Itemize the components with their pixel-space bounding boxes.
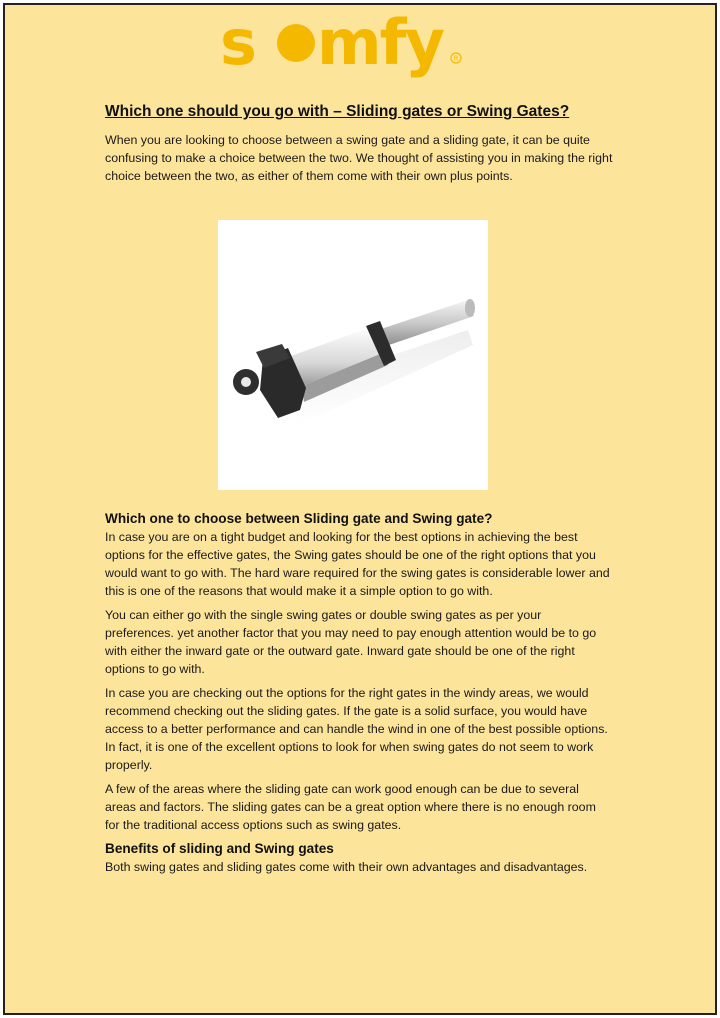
paragraph: You can either go with the single swing gates or double swing gates as per your preferences. yet another factor that you may need to pay enough attention would be to go with either the inward gate or the outward gate. Inward gate should be one of the right options to go with. (105, 608, 597, 676)
logo-letter-s: s (220, 6, 257, 78)
paragraph: In case you are checking out the options for the right gates in the windy areas, we would recommend checking out the sliding gates. If the gate is a solid surface, you would have access to a better performance and can handle the wind in one of the best possible options. In fact, it is one of the excellent options to look for when swing gates do not seem to work properly. (105, 686, 608, 772)
benefits-heading: Benefits of sliding and Swing gates (105, 841, 334, 856)
logo-sun (277, 24, 315, 62)
section-heading: Which one to choose between Sliding gate and Swing gate? (105, 511, 493, 526)
benefits-paragraph: Both swing gates and sliding gates come with their own advantages and disadvantages. (105, 860, 588, 874)
main-section (105, 510, 613, 882)
registered-mark-letter: R (453, 54, 459, 63)
intro-paragraph: When you are looking to choose between a swing gate and a sliding gate, it can be quite confusing to make a choice between the two. We thought of assisting you in making the right choice between the two, as either of them come with their own plus points. (105, 133, 613, 183)
paragraph: A few of the areas where the sliding gate can work good enough can be due to several areas and factors. The sliding gates can be a great option where there is no enough room for the traditional access options such as swing gates. (105, 782, 596, 832)
gate-actuator-illustration (218, 220, 488, 490)
logo-letters-mfy: mfy (317, 6, 443, 78)
product-image (218, 220, 488, 490)
paragraph: In case you are on a tight budget and looking for the best options in achieving the best options for the effective gates, the Swing gates should be one of the right options that you would want to go with. The hard ware required for the swing gates is considerable lower and this is one of the reasons that would make it a simple option to go with. (105, 530, 610, 598)
page-title: Which one should you go with – Sliding gates or Swing Gates? (105, 103, 570, 120)
intro-section (105, 102, 613, 191)
somfy-logo (218, 6, 468, 78)
